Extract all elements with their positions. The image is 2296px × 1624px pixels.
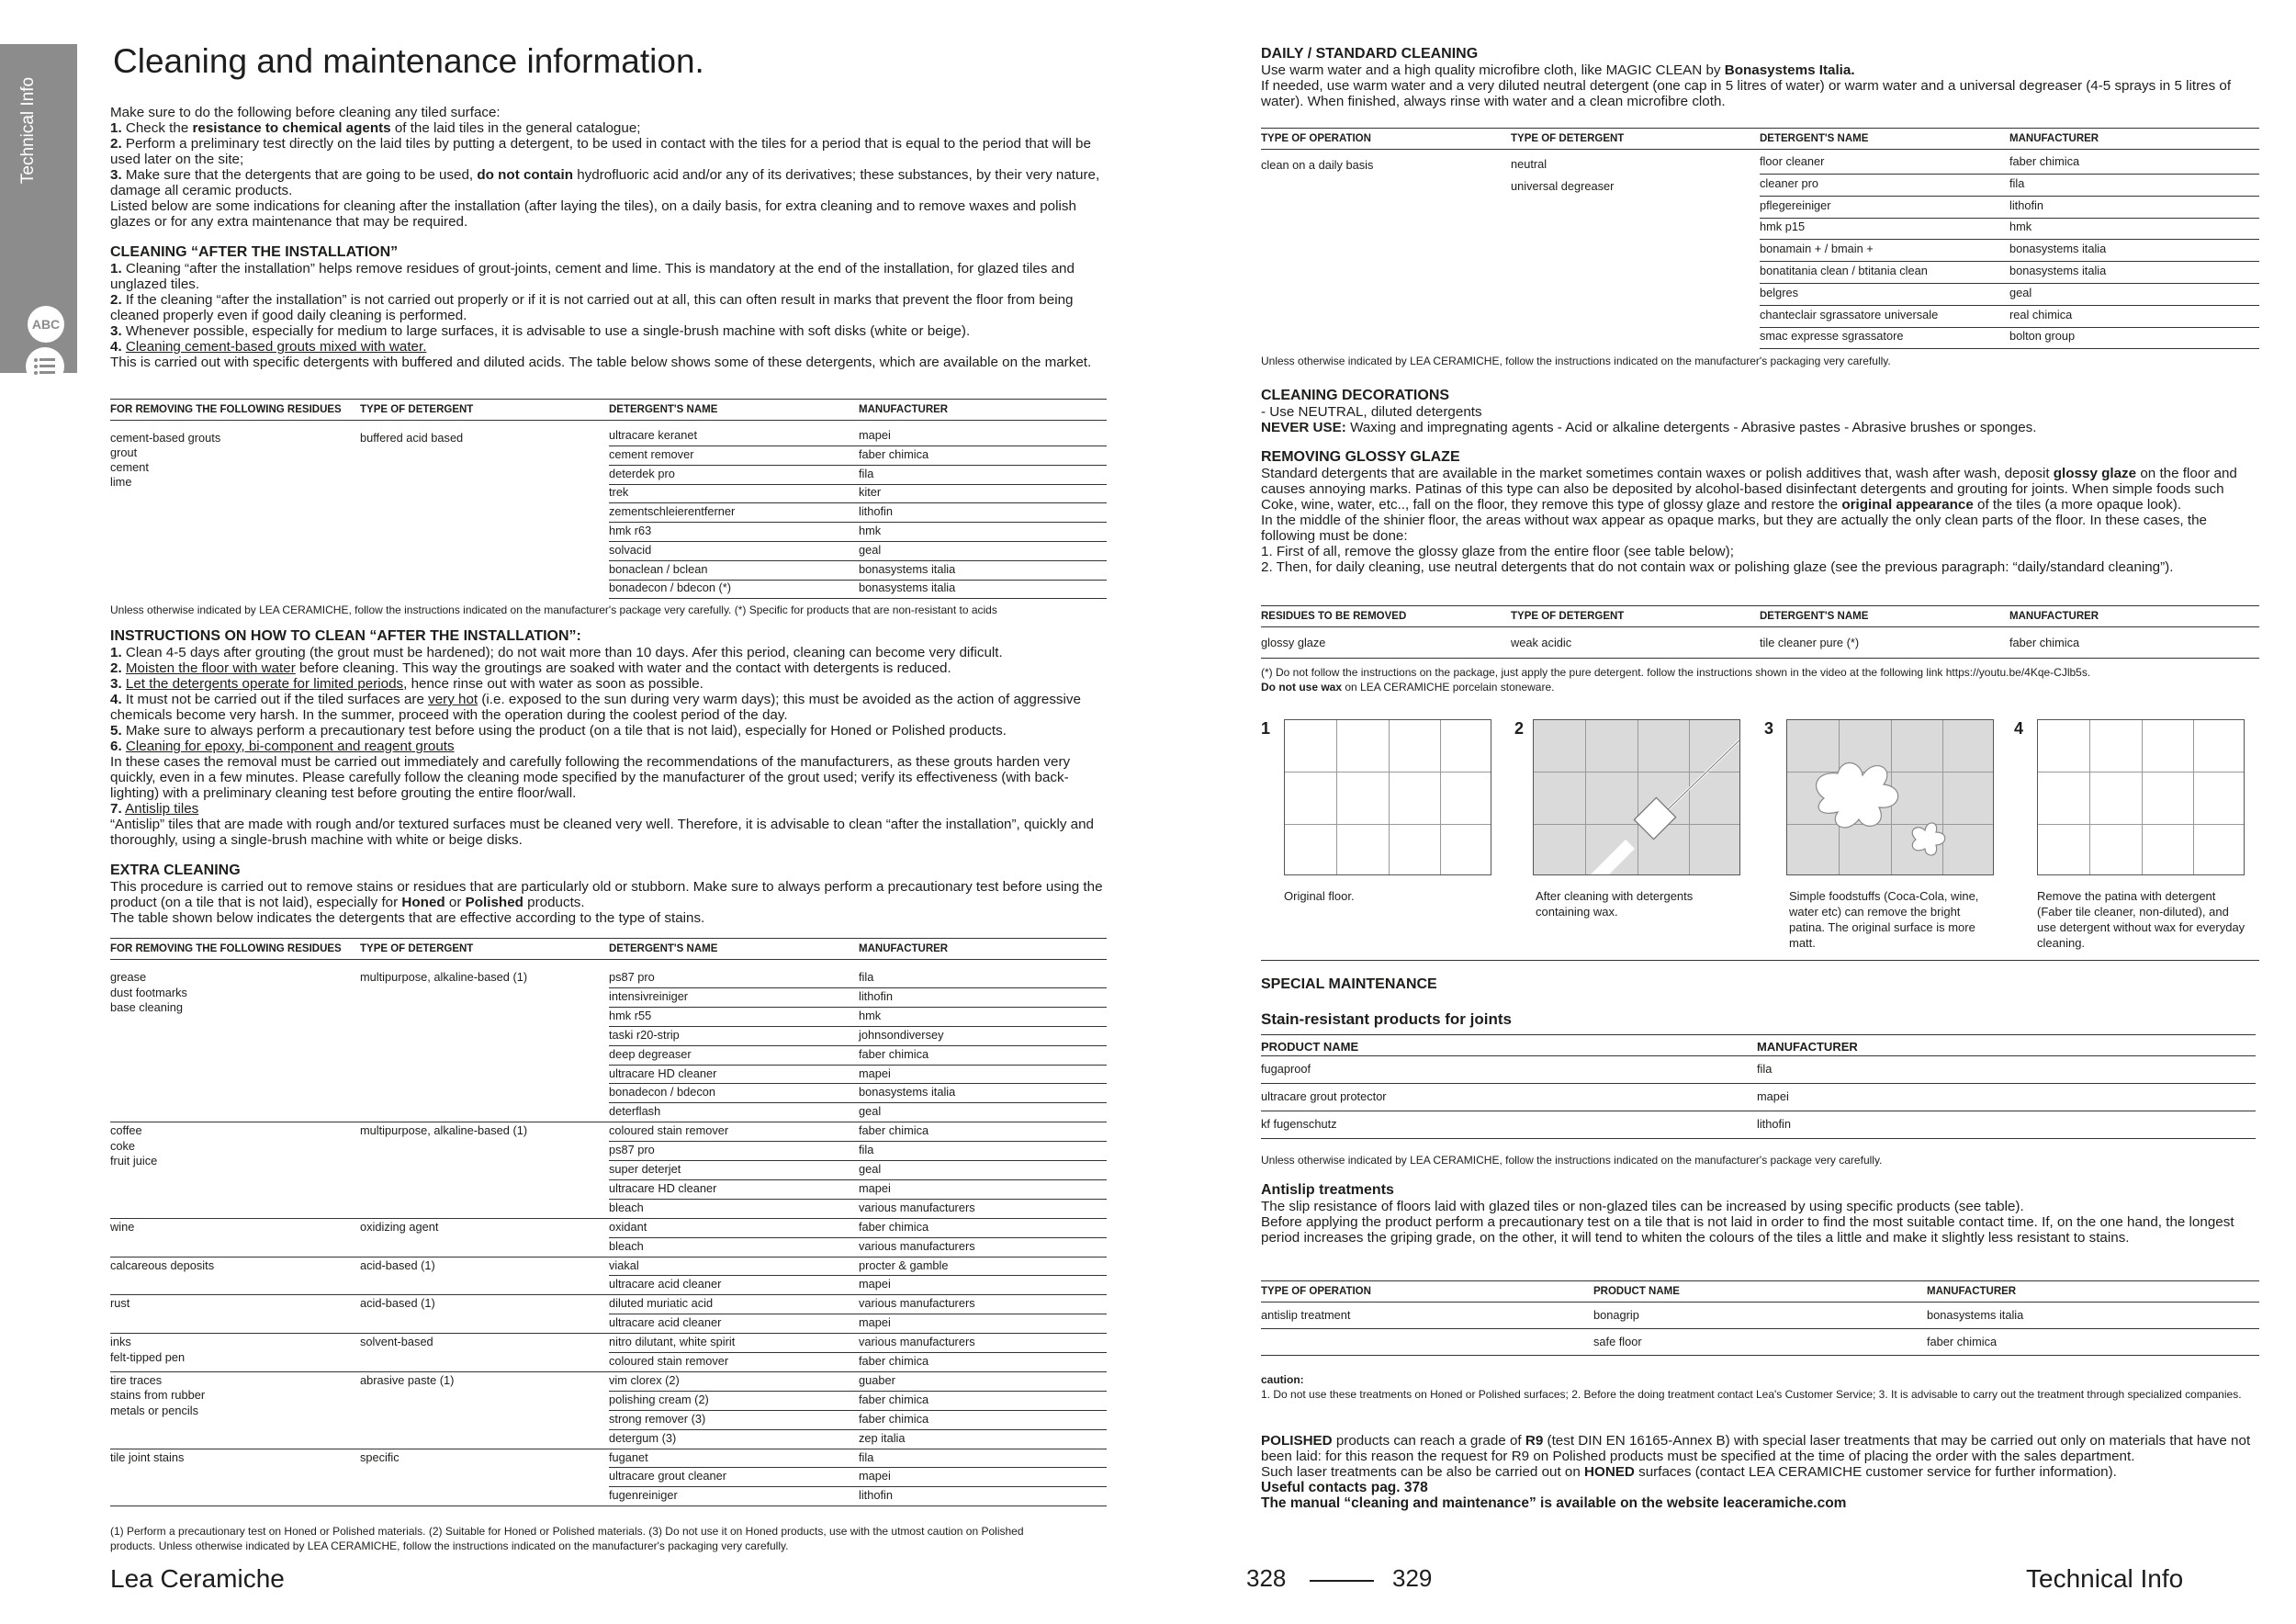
useful-contacts: Useful contacts pag. 378 <box>1261 1480 1428 1495</box>
row-divider <box>1760 239 2259 240</box>
row-divider <box>609 987 1107 988</box>
after-installation-section <box>110 243 1107 370</box>
table-cell: bolton group <box>2009 329 2076 344</box>
table-cell: fila <box>1757 1062 1773 1076</box>
extra-cleaning-table <box>110 938 1107 1526</box>
table-cell: bonatitania clean / btitania clean <box>1760 264 1928 277</box>
table-cell: bonasystems italia <box>2009 242 2107 256</box>
table-cell: ultracare HD cleaner <box>609 1180 717 1195</box>
intro-tail: Listed below are some indications for cleaning after the installation (after laying the tiles), on a daily basis, for extra cleaning and to remove waxes and polish glazes or for any extra maintenance that may be required. <box>110 198 1076 230</box>
table-cell: lithofin <box>2009 197 2043 212</box>
row-divider <box>609 1352 1107 1353</box>
floor-figure-restored <box>2037 719 2245 875</box>
table-cell: stains from rubber <box>110 1388 206 1403</box>
table-cell: viakal <box>609 1257 639 1272</box>
table-cell: multipurpose, alkaline-based (1) <box>360 1123 528 1138</box>
table-cell: bonasystems italia <box>859 561 956 576</box>
figure-number: 3 <box>1764 719 1774 738</box>
row-divider <box>609 1179 1107 1180</box>
table-cell: inks <box>110 1335 131 1349</box>
glossy-glaze-table: RESIDUES TO BE REMOVED TYPE OF DETERGENT DETERGENT'S NAME MANUFACTURER glossy glaze weak acidic tile cleaner pure (*) faber chimica <box>1261 605 2259 660</box>
mop-icon <box>1534 720 1740 875</box>
daily-cleaning-table: TYPE OF OPERATION TYPE OF DETERGENT DETERGENT'S NAME MANUFACTURER clean on a daily basis neutral universal degreaser floor cleaner faber chimica cleaner pro fila pflegereiniger lithofin hmk p15 hmk bonamain + / bmain + bonasystems italia bonatitania clean / btitania clean bonasystems italia belgres geal chanteclair sgrassatore universale real chimica smac expresse sgrassatore bolton group <box>1261 128 2259 353</box>
table-cell: faber chimica <box>2009 154 2080 168</box>
figure-caption: After cleaning with detergents containing wax. <box>1536 889 1694 919</box>
after-item-1: 1. Cleaning “after the installation” helps remove residues of grout-joints, cement and lime. This is mandatory at the end of the installation, for glazed tiles and unglazed tiles. <box>110 261 1075 292</box>
howto-item-3: 3. Let the detergents operate for limited periods, hence rinse out with water as soon as possible. <box>110 676 703 692</box>
row-divider <box>609 1237 1107 1238</box>
table-cell: lithofin <box>859 504 893 519</box>
row-divider <box>609 465 1107 466</box>
row-divider <box>609 1199 1107 1200</box>
table-cell: vim clorex (2) <box>609 1372 680 1387</box>
section-heading: CLEANING “AFTER THE INSTALLATION” <box>110 244 399 260</box>
table-cell: mapei <box>1757 1089 1789 1103</box>
table-cell: various manufacturers <box>859 1335 975 1349</box>
table-cell: fila <box>859 970 874 984</box>
table-cell: bonasystems italia <box>1927 1308 2024 1322</box>
table-cell: tire traces <box>110 1372 163 1387</box>
row-divider <box>609 541 1107 542</box>
table-cell: super deterjet <box>609 1162 681 1176</box>
table-note: (1) Perform a precautionary test on Honed or Polished materials. (2) Suitable for Honed or Polished materials. (3) Do not use it on Honed products, use with the utmost caution on Polished products. Unless otherwise indicated by LEA CERAMICHE, follow the instructions indicated on the manufacturer's packaging very carefully. <box>110 1525 1024 1552</box>
table-cell: oxidizing agent <box>360 1219 439 1234</box>
howto-item-1: 1. Clean 4-5 days after grouting (the grout must be hardened); do not wait more than 10 days. Afer this period, cleaning can become very dificult. <box>110 645 1003 660</box>
row-divider <box>1261 1355 2259 1356</box>
table-cell: various manufacturers <box>859 1238 975 1253</box>
table-cell: hmk p15 <box>1760 220 1806 234</box>
row-divider <box>609 598 1107 599</box>
after-item-3: 3. Whenever possible, especially for medium to large surfaces, it is advisable to use a single-brush machine with soft disks (white or beige). <box>110 323 971 339</box>
row-divider <box>609 1141 1107 1142</box>
page-number-left: 328 <box>1246 1564 1287 1592</box>
row-divider <box>609 484 1107 485</box>
glossy-glaze-section: REMOVING GLOSSY GLAZE Standard detergents that are available in the market sometimes contain waxes or polish additives that, wash after wash, deposit glossy glaze on the floor and causes annoying marks. Patinas of this type can also be deposited by alcohol-based disinfectant detergents and grouting for joints. When simple foods such Coke, wine, water, etc.., fall on the floor, they remove this type of glossy glaze and restore the original appearance of the tiles (a more opaque look). In the middle of the shinier floor, the areas without wax appear as opaque marks, but they are actually the only clean parts of the floor. In these cases, the following must be done: 1. First of all, remove the glossy glaze from the entire floor (see table below); 2. Then, for daily cleaning, use neutral detergents that do not contain wax or polishing glaze (see the previous paragraph: “daily/standard cleaning”). <box>1261 448 2259 575</box>
intro-lead: Make sure to do the following before cleaning any tiled surface: <box>110 105 501 120</box>
row-divider <box>1760 261 2259 262</box>
row-divider <box>609 1429 1107 1430</box>
table-cell: calcareous deposits <box>110 1257 215 1272</box>
table-cell: mapei <box>859 1315 891 1330</box>
section-heading: DAILY / STANDARD CLEANING <box>1261 46 1479 62</box>
row-divider <box>609 1160 1107 1161</box>
howto-section: INSTRUCTIONS ON HOW TO CLEAN “AFTER THE INSTALLATION”: 1. Clean 4-5 days after grouting (the grout must be hardened); do not wait more than 10 days. Afer this period, cleaning can become very dificult. 2. Moisten the floor with water before cleaning. This way the groutings are soaked with water and the contact with detergents is reduced. 3. Let the detergents operate for limited periods, hence rinse out with water as soon as possible. 4. It must not be carried out if the tiled surfaces are very hot (i.e. exposed to the sun during very warm days); this must be avoided as the action of aggressive chemicals become very harsh. In the summer, proceed with the operation during the coolest period of the day. 5. Make sure to always perform a precautionary test before using the product (on a tile that is not laid), especially for Honed or Polished products. 6. Cleaning for epoxy, bi-component and reagent grouts In these cases the removal must be carried out immediately and carefully following the recommendations of the manufacturers, as these grouts harden very quickly, even in a few minutes. Please carefully follow the cleaning mode specified by the manufacturer of the grout used; verify its effectiveness (with back-lighting) with a preliminary cleaning test before grouting the entire floor/wall. 7. Antislip tiles “Antislip” tiles that are made with rough and/or textured surfaces must be cleaned very well. Therefore, it is advisable to clean “after the installation”, quickly and thoroughly, using a single-brush machine with white or beige disks. <box>110 627 1107 848</box>
row-divider <box>609 1026 1107 1027</box>
table-cell: faber chimica <box>859 1354 929 1368</box>
after-item-2: 2. If the cleaning “after the installation” is not carried out properly or if it is not carried out at all, this can often result in marks that prevent the floor from being cleaned properly even if good daily cleaning is performed. <box>110 292 1074 323</box>
table-cell: chanteclair sgrassatore universale <box>1760 307 1939 321</box>
table-header: PRODUCT NAME MANUFACTURER <box>1261 1034 2256 1056</box>
table-cell: polishing cream (2) <box>609 1392 709 1406</box>
table-cell: cement remover <box>609 446 694 461</box>
table-cell: mapei <box>859 1066 891 1080</box>
table-cell: lithofin <box>859 1488 893 1503</box>
table-cell: geal <box>859 1162 882 1176</box>
floor-figure-stains <box>1786 719 1994 875</box>
extra-cleaning-section: EXTRA CLEANING This procedure is carried out to remove stains or residues that are particularly old or stubborn. Make sure to always perform a precautionary test before using the product (on a tile that is not laid), especially for Honed or Polished products. The table shown below indicates the detergents that are effective according to the type of stains. <box>110 862 1107 926</box>
table-cell: various manufacturers <box>859 1200 975 1214</box>
row-divider <box>1760 196 2259 197</box>
table-cell: belgres <box>1760 285 1798 299</box>
row-divider <box>609 1102 1107 1103</box>
table-cell: real chimica <box>2009 307 2073 321</box>
special-maintenance-heading: SPECIAL MAINTENANCE <box>1261 976 1437 992</box>
sidebar-tab <box>0 44 77 373</box>
decorations-section: CLEANING DECORATIONS - Use NEUTRAL, diluted detergents NEVER USE: Waxing and impregnating agents - Acid or alkaline detergents - Abrasive pastes - Abrasive brushes or sponges. <box>1261 387 2259 435</box>
row-divider <box>110 1371 1107 1372</box>
table-cell: fuganet <box>609 1449 648 1464</box>
table-note: Unless otherwise indicated by LEA CERAMICHE, follow the instructions indicated on the manufacturer's package very carefully. <box>1261 1154 1883 1167</box>
table-cell: hmk r63 <box>609 524 652 537</box>
table-cell: floor cleaner <box>1760 154 1825 168</box>
table-cell: hmk <box>859 1008 882 1022</box>
howto-item-5: 5. Make sure to always perform a precautionary test before using the product (on a tile that is not laid), especially for Honed or Polished products. <box>110 723 1007 739</box>
table-cell: faber chimica <box>859 1046 929 1061</box>
table-header: RESIDUES TO BE REMOVED TYPE OF DETERGENT DETERGENT'S NAME MANUFACTURER <box>1261 605 2259 627</box>
stain-icon <box>1787 720 1994 875</box>
joint-products-table <box>1261 1034 2256 1137</box>
row-divider <box>609 1391 1107 1392</box>
table-cell: solvacid <box>609 542 652 557</box>
table-cell: fila <box>2009 175 2025 190</box>
table-cell: strong remover (3) <box>609 1411 706 1426</box>
row-divider <box>609 1486 1107 1487</box>
table-cell: coke <box>110 1138 136 1153</box>
antislip-section: Antislip treatments The slip resistance of floors laid with glazed tiles or non-glazed tiles can be increased by using specific products (see table). Before applying the product perform a precautionary test on a tile that is not laid in order to find the most suitable contact time. If, on the one hand, the longest period increases the griping grade, on the other, it will tend to whiten the colours of the tiles a little and make it slightly less resistant to stains. <box>1261 1182 2234 1246</box>
table-cell: dust footmarks <box>110 985 187 999</box>
row-divider <box>1261 1328 2259 1329</box>
row-divider <box>609 1045 1107 1046</box>
daily-cleaning-section: DAILY / STANDARD CLEANING Use warm water and a high quality microfibre cloth, like MAGIC CLEAN by Bonasystems Italia. If needed, use warm water and a very diluted neutral detergent (one cap in 5 litres of water) or warm water and a universal degreaser (4-5 sprays in 5 litres of water). When finished, always rinse with water and a clean microfibre cloth. <box>1261 45 2259 109</box>
table-cell: intensivreiniger <box>609 988 689 1003</box>
table-header: TYPE OF OPERATION PRODUCT NAME MANUFACTURER <box>1261 1280 2259 1303</box>
table-cell: zementschleierentferner <box>609 504 736 519</box>
intro-item-3: 3. Make sure that the detergents that are going to be used, do not contain hydrofluoric acid and/or any of its derivatives; these substances, by their very nature, damage all ceramic products. <box>110 167 1100 198</box>
table-cell: bonaclean / bclean <box>609 561 708 576</box>
row-divider <box>1760 283 2259 284</box>
row-divider <box>609 1083 1107 1084</box>
table-cell: coloured stain remover <box>609 1354 729 1368</box>
table-cell: kiter <box>859 485 882 500</box>
table-cell: rust <box>110 1296 130 1311</box>
table-cell: kf fugenschutz <box>1261 1117 1337 1131</box>
row-divider <box>1760 327 2259 328</box>
figure-number: 4 <box>2014 719 2024 738</box>
figure-number: 2 <box>1514 719 1525 738</box>
table-cell: bonadecon / bdecon <box>609 1085 715 1100</box>
floor-figure-waxed <box>1533 719 1740 875</box>
row-divider <box>609 1007 1107 1008</box>
intro-item-2: 2. Perform a preliminary test directly on the laid tiles by putting a detergent, to be used in contact with the tiles for a period that is equal to the period that will be used later on the site; <box>110 136 1091 167</box>
table-cell: fila <box>859 1143 874 1157</box>
table-cell: bonadecon / bdecon (*) <box>609 581 732 595</box>
list-icon[interactable] <box>26 347 64 386</box>
table-cell: acid-based (1) <box>360 1296 435 1311</box>
after-item-4: 4. Cleaning cement-based grouts mixed with water. <box>110 339 427 355</box>
figure-number: 1 <box>1261 719 1271 738</box>
table-header: TYPE OF OPERATION TYPE OF DETERGENT DETERGENT'S NAME MANUFACTURER <box>1261 128 2259 150</box>
table-cell: bonagrip <box>1593 1308 1639 1322</box>
table-cell: guaber <box>859 1372 895 1387</box>
table-cell: procter & gamble <box>859 1257 949 1272</box>
howto-item-2: 2. Moisten the floor with water before cleaning. This way the groutings are soaked with water and the contact with detergents is reduced. <box>110 660 951 676</box>
table-cell: bleach <box>609 1200 644 1214</box>
howto-item-6: 6. Cleaning for epoxy, bi-component and reagent grouts <box>110 739 455 754</box>
table-cell: detergum (3) <box>609 1430 677 1445</box>
table-header: FOR REMOVING THE FOLLOWING RESIDUES TYPE OF DETERGENT DETERGENT'S NAME MANUFACTURER <box>110 399 1107 421</box>
section-footer: Technical Info <box>2026 1564 2184 1593</box>
after-installation-table: FOR REMOVING THE FOLLOWING RESIDUES TYPE OF DETERGENT DETERGENT'S NAME MANUFACTURER cement-based grouts grout cement lime buffered acid based ultracare keranet mapei cement remover faber chimica deterdek pro fila trek kiter zementschleierentferner lithofin hmk r63 hmk solvacid geal bonaclean / bclean bonasystems italia bonadecon / bdecon (*) bonasystems italia <box>110 399 1107 601</box>
table-cell: faber chimica <box>859 1392 929 1406</box>
row-divider <box>110 1218 1107 1219</box>
table-cell: ps87 pro <box>609 970 655 984</box>
table-cell: pflegereiniger <box>1760 197 1831 212</box>
brand-footer: Lea Ceramiche <box>110 1564 285 1593</box>
section-heading: CLEANING DECORATIONS <box>1261 388 1450 403</box>
row-divider <box>1760 174 2259 175</box>
table-cell: bonamain + / bmain + <box>1760 242 1874 256</box>
table-cell: bonasystems italia <box>2009 264 2107 277</box>
table-note: (*) Do not follow the instructions on the package, just apply the pure detergent. follow the instructions shown in the video at the following link https://youtu.be/4Kqe-CJlb5s. Do not use wax on LEA CERAMICHE porcelain stoneware. <box>1261 666 2091 694</box>
table-cell: hmk r55 <box>609 1008 652 1022</box>
manual-link-text: The manual “cleaning and maintenance” is available on the website leaceramiche.com <box>1261 1495 1847 1511</box>
table-cell: solvent-based <box>360 1335 433 1349</box>
table-cell: acid-based (1) <box>360 1257 435 1272</box>
joints-subheading: Stain-resistant products for joints <box>1261 1010 1512 1028</box>
section-heading: REMOVING GLOSSY GLAZE <box>1261 449 1460 465</box>
howto-item-4: 4. It must not be carried out if the tiled surfaces are very hot (i.e. exposed to the sun during very warm days); this must be avoided as the action of aggressive chemicals become very harsh. In the summer, proceed with the operation during the coolest period of the day. <box>110 692 1081 723</box>
table-note: Unless otherwise indicated by LEA CERAMICHE, follow the instructions indicated on the manufacturer's packaging very carefully. <box>1261 355 1891 367</box>
row-divider <box>609 1410 1107 1411</box>
table-cell: various manufacturers <box>859 1296 975 1311</box>
table-cell: zep italia <box>859 1430 906 1445</box>
table-cell: geal <box>859 542 882 557</box>
table-cell: fila <box>859 466 874 480</box>
table-cell: geal <box>859 1104 882 1119</box>
table-cell: coloured stain remover <box>609 1123 729 1138</box>
table-cell: cleaner pro <box>1760 175 1819 190</box>
table-cell: hmk <box>2009 220 2032 234</box>
table-cell: diluted muriatic acid <box>609 1296 714 1311</box>
row-divider <box>609 1467 1107 1468</box>
antislip-table: TYPE OF OPERATION PRODUCT NAME MANUFACTURER antislip treatment bonagrip bonasystems italia safe floor faber chimica <box>1261 1280 2259 1359</box>
table-cell: ultracare acid cleaner <box>609 1315 722 1330</box>
row-divider <box>1760 305 2259 306</box>
row-divider <box>1261 1083 2256 1084</box>
table-cell: lithofin <box>1757 1117 1791 1131</box>
table-note: Unless otherwise indicated by LEA CERAMICHE, follow the instructions indicated on the manufacturer's package very carefully. (*) Specific for products that are non-resistant to acids <box>110 603 997 616</box>
after-item-5: This is carried out with specific detergents with buffered and diluted acids. The table below shows some of these detergents, which are available on the market. <box>110 355 1092 370</box>
table-cell: specific <box>360 1449 400 1464</box>
table-cell: hmk <box>859 524 882 537</box>
table-cell: lithofin <box>859 988 893 1003</box>
table-cell: faber chimica <box>859 1219 929 1234</box>
table-cell: mapei <box>859 1469 891 1483</box>
table-cell: trek <box>609 485 629 500</box>
section-heading: EXTRA CLEANING <box>110 863 241 878</box>
table-cell: faber chimica <box>859 1411 929 1426</box>
table-cell: metals or pencils <box>110 1403 199 1417</box>
table-cell: johnsondiversey <box>859 1027 944 1042</box>
sidebar-label: Technical Info <box>18 76 38 185</box>
table-cell: ultracare HD cleaner <box>609 1066 717 1080</box>
table-cell: faber chimica <box>859 1123 929 1138</box>
row-divider <box>609 522 1107 523</box>
polished-section: POLISHED products can reach a grade of R9 (test DIN EN 16165-Annex B) with special laser treatments that may be carried out only on materials that have not been laid: for this reason the request for R9 on Polished products must be specified at the time of placing the order with the sales department. Such laser treatments can be also be carried out on HONED surfaces (contact LEA CERAMICHE customer service for further information). Useful contacts pag. 378 The manual “cleaning and maintenance” is available on the website leaceramiche.com <box>1261 1433 2259 1511</box>
table-cell: multipurpose, alkaline-based (1) <box>360 970 528 984</box>
table-cell: fruit juice <box>110 1154 158 1168</box>
table-cell: grease <box>110 970 147 984</box>
table-cell: mapei <box>859 1180 891 1195</box>
table-cell: bleach <box>609 1238 644 1253</box>
table-cell: tile joint stains <box>110 1449 185 1464</box>
page-divider <box>1310 1580 1374 1582</box>
table-cell: ps87 pro <box>609 1143 655 1157</box>
row-divider <box>609 1065 1107 1066</box>
table-cell: base cleaning <box>110 1000 183 1014</box>
table-cell: deterdek pro <box>609 466 675 480</box>
table-cell: mapei <box>859 428 891 442</box>
section-heading: INSTRUCTIONS ON HOW TO CLEAN “AFTER THE INSTALLATION”: <box>110 628 581 644</box>
abc-icon[interactable]: ABC <box>28 306 64 343</box>
caution-note: caution: 1. Do not use these treatments on Honed or Polished surfaces; 2. Before the doing treatment contact Lea's Customer Service; 3. It is advisable to carry out the treatment through specialized companies. <box>1261 1373 2242 1401</box>
figure-caption: Remove the patina with detergent (Faber tile cleaner, non-diluted), and use detergent without wax for everyday cleaning. <box>2037 889 2245 950</box>
table-cell: faber chimica <box>1927 1335 1998 1348</box>
page-title: Cleaning and maintenance information. <box>113 42 704 80</box>
divider <box>1261 960 2259 961</box>
table-cell: deep degreaser <box>609 1046 692 1061</box>
table-cell: coffee <box>110 1123 142 1138</box>
table-cell: felt-tipped pen <box>110 1349 186 1364</box>
table-cell: wine <box>110 1219 135 1234</box>
row-divider <box>1760 218 2259 219</box>
table-cell: abrasive paste (1) <box>360 1372 455 1387</box>
row-divider <box>110 1294 1107 1295</box>
figure-caption: Original floor. <box>1284 889 1355 903</box>
table-cell: bonasystems italia <box>859 581 956 595</box>
table-cell: fugaproof <box>1261 1062 1311 1076</box>
table-cell: fila <box>859 1449 874 1464</box>
table-cell: safe floor <box>1593 1335 1642 1348</box>
table-cell: ultracare grout cleaner <box>609 1469 727 1483</box>
table-cell: smac expresse sgrassatore <box>1760 329 1904 344</box>
table-header: FOR REMOVING THE FOLLOWING RESIDUES TYPE OF DETERGENT DETERGENT'S NAME MANUFACTURER <box>110 938 1107 960</box>
figure-caption: Simple foodstuffs (Coca-Cola, wine, water etc) can remove the bright patina. The original surface is more matt. <box>1789 889 1979 950</box>
table-cell: mapei <box>859 1277 891 1291</box>
row-divider <box>609 1275 1107 1276</box>
floor-figure-original <box>1284 719 1491 875</box>
table-cell: ultracare grout protector <box>1261 1089 1387 1103</box>
table-cell: ultracare acid cleaner <box>609 1277 722 1291</box>
howto-item-7: 7. Antislip tiles <box>110 801 199 817</box>
intro-item-1: 1. Check the resistance to chemical agents of the laid tiles in the general catalogue; <box>110 120 641 136</box>
table-cell: geal <box>2009 285 2032 299</box>
table-cell: nitro dilutant, white spirit <box>609 1335 736 1349</box>
row-divider <box>110 1333 1107 1334</box>
table-cell: deterflash <box>609 1104 661 1119</box>
intro-section <box>110 105 1107 230</box>
table-cell: fugenreiniger <box>609 1488 678 1503</box>
table-cell: oxidant <box>609 1219 647 1234</box>
table-cell: taski r20-strip <box>609 1027 680 1042</box>
row-divider <box>1261 1138 2256 1139</box>
table-cell: ultracare keranet <box>609 428 698 442</box>
table-cell: bonasystems italia <box>859 1085 956 1100</box>
page-number-right: 329 <box>1392 1564 1433 1592</box>
table-cell: faber chimica <box>859 446 929 461</box>
row-divider <box>1760 348 2259 349</box>
